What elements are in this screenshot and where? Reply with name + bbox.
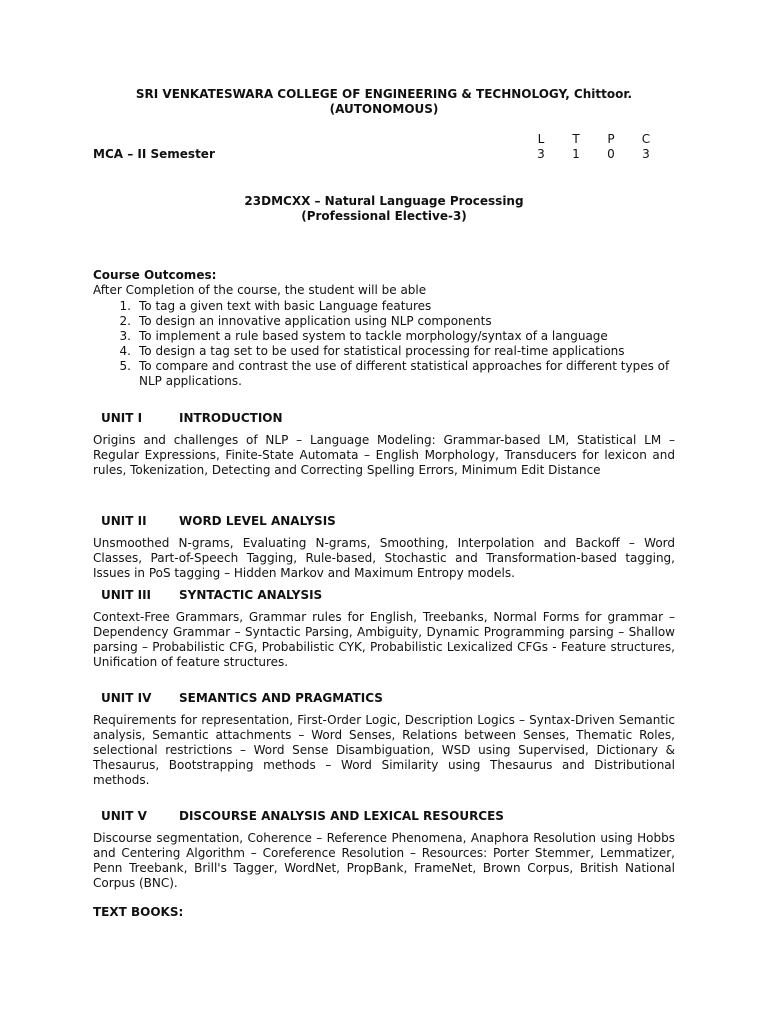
autonomous-label: (AUTONOMOUS) (329, 102, 439, 116)
ltpc-value-c: 3 (642, 147, 650, 161)
course-subtitle: (Professional Elective-3) (301, 209, 467, 223)
unit-4-heading (101, 691, 383, 706)
ltpc-label-t: T (572, 132, 580, 146)
list-item-text: To design a tag set to be used for statistical processing for real-time applications (139, 344, 625, 358)
list-item-text: To implement a rule based system to tackle morphology/syntax of a language (139, 329, 608, 343)
unit-title: SYNTACTIC ANALYSIS (179, 588, 323, 602)
unit-1-body: Origins and challenges of NLP – Language Modeling: Grammar-based LM, Statistical LM – Regular Expressions, Finite-State Automata – English Morphology, Transducers for lexicon and rules, Tokenization, Detecting and Correcting Spelling Errors, Minimum Edit Distance (93, 433, 675, 477)
list-item-text: To tag a given text with basic Language features (139, 299, 432, 313)
outcomes-intro: After Completion of the course, the student will be able (93, 283, 427, 297)
outcomes-list (107, 299, 675, 389)
unit-2-body: Unsmoothed N-grams, Evaluating N-grams, Smoothing, Interpolation and Backoff – Word Classes, Part-of-Speech Tagging, Rule-based, Stochastic and Transformation-based tagging, Issues in PoS tagging – Hidden Markov and Maximum Entropy models. (93, 536, 675, 580)
textbooks-heading: TEXT BOOKS: (93, 905, 184, 919)
ltpc-value-t: 1 (572, 147, 580, 161)
unit-number: UNIT III (101, 588, 152, 602)
unit-3-body: Context-Free Grammars, Grammar rules for English, Treebanks, Normal Forms for grammar – Dependency Grammar – Syntactic Parsing, Ambiguity, Dynamic Programming parsing – Shallow parsing – Probabilistic CFG, Probabilistic CYK, Probabilistic Lexicalized CFGs - Feature structures, Unification of feature structures. (93, 610, 675, 669)
unit-5-body: Discourse segmentation, Coherence – Reference Phenomena, Anaphora Resolution using Hobbs and Centering Algorithm – Coreference Resolution – Resources: Porter Stemmer, Lemmatizer, Penn Treebank, Brill's Tagger, WordNet, PropBank, FrameNet, Brown Corpus, British National Corpus (BNC). (93, 831, 675, 890)
list-item-number: 3. (119, 329, 131, 343)
ltpc-label-c: C (641, 132, 651, 146)
ltpc-value-l: 3 (537, 147, 545, 161)
ltpc-label-l: L (537, 132, 545, 146)
list-item-number: 5. (119, 359, 131, 373)
list-item (107, 299, 675, 314)
course-title: 23DMCXX – Natural Language Processing (244, 194, 524, 208)
ltpc-label-p: P (607, 132, 615, 146)
unit-4-body: Requirements for representation, First-Order Logic, Description Logics – Syntax-Driven Semantic analysis, Semantic attachments – Word Senses, Relations between Senses, Thematic Roles, selectional restrictions – Word Sense Disambiguation, WSD using Supervised, Dictionary & Thesaurus, Bootstrapping methods – Word Similarity using Thesaurus and Distributional methods. (93, 713, 675, 787)
unit-number: UNIT V (101, 809, 147, 823)
unit-5-heading (101, 809, 504, 824)
unit-number: UNIT I (101, 411, 143, 425)
list-item-text: To design an innovative application using NLP components (139, 314, 492, 328)
unit-number: UNIT IV (101, 691, 152, 705)
unit-number: UNIT II (101, 514, 147, 528)
unit-title: DISCOURSE ANALYSIS AND LEXICAL RESOURCES (179, 809, 504, 823)
unit-title: INTRODUCTION (179, 411, 283, 425)
unit-title: SEMANTICS AND PRAGMATICS (179, 691, 383, 705)
list-item (107, 314, 675, 329)
ltpc-values (536, 147, 651, 162)
list-item-text: To compare and contrast the use of different statistical approaches for different types of NLP applications. (139, 359, 670, 388)
unit-title: WORD LEVEL ANALYSIS (179, 514, 336, 528)
list-item (107, 329, 675, 344)
college-name: SRI VENKATESWARA COLLEGE OF ENGINEERING & TECHNOLOGY, Chittoor. (135, 87, 633, 101)
outcomes-heading: Course Outcomes: (93, 268, 217, 282)
ltpc-value-p: 0 (607, 147, 615, 161)
list-item-number: 1. (119, 299, 131, 313)
unit-3-heading (101, 588, 322, 603)
unit-1-heading (101, 411, 283, 426)
unit-2-heading (101, 514, 336, 529)
semester-label: MCA – II Semester (93, 147, 215, 161)
list-item (107, 344, 675, 359)
ltpc-labels (536, 132, 651, 147)
list-item (107, 359, 675, 389)
list-item-number: 2. (119, 314, 131, 328)
list-item-number: 4. (119, 344, 131, 358)
